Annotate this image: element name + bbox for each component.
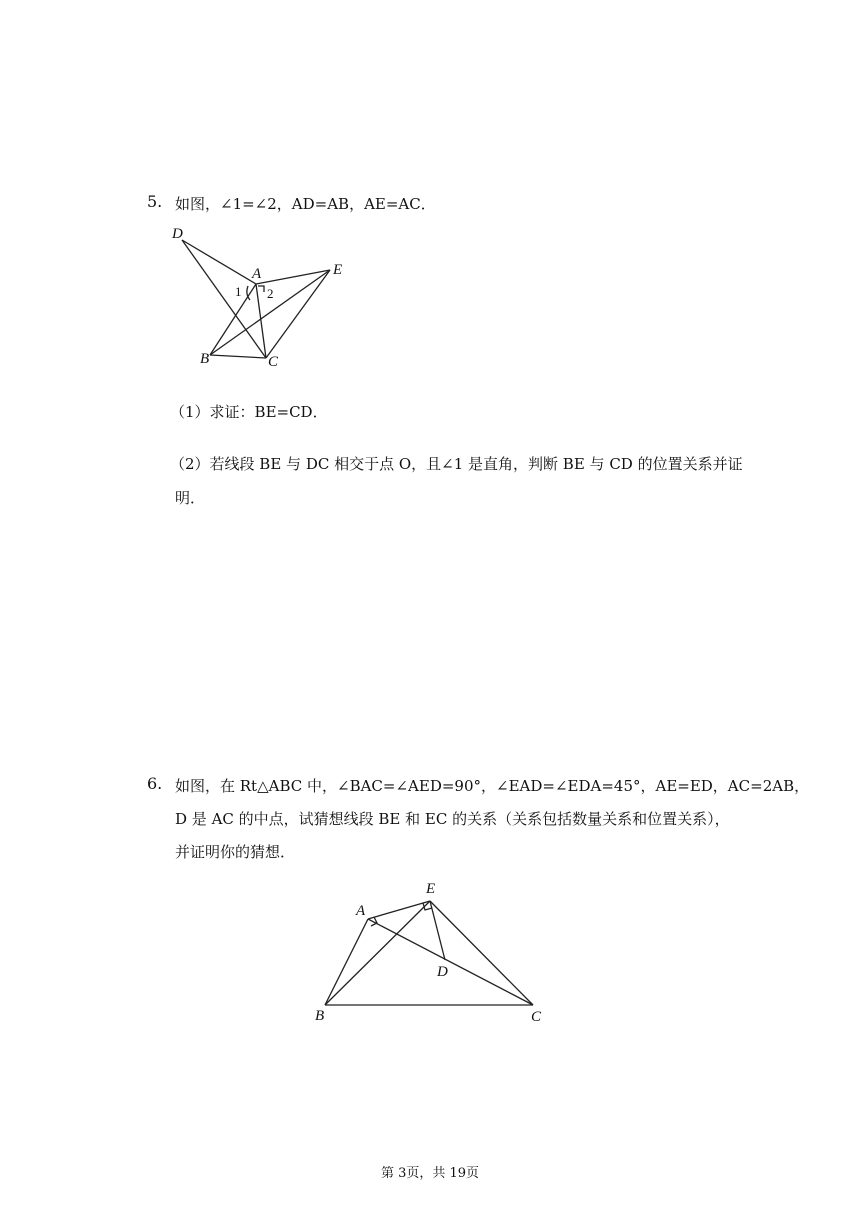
fig5-angle-2: 2 — [267, 286, 274, 301]
question-5-figure — [170, 222, 350, 372]
fig5-label-D: D — [172, 226, 183, 242]
fig5-label-C: C — [268, 354, 279, 370]
question-6-line-2: D 是 AC 的中点，试猜想线段 BE 和 EC 的关系（关系包括数量关系和位置关系）， — [175, 810, 730, 828]
question-6-line-1: 如图，在 Rt△ABC 中，∠BAC=∠AED=90°，∠EAD=∠EDA=45°，AE=ED，AC=2AB， — [175, 777, 810, 795]
question-5-part-1: （1）求证：BE=CD． — [170, 403, 328, 421]
question-6-line-3: 并证明你的猜想． — [175, 843, 296, 861]
question-5-part-2-line-1: （2）若线段 BE 与 DC 相交于点 O，且∠1 是直角，判断 BE 与 CD 的位置关系并证 — [170, 455, 743, 473]
page-footer: 第 3页，共 19页 — [380, 1166, 480, 1181]
question-6-number: 6. — [147, 774, 163, 793]
fig6-label-A: A — [356, 903, 366, 919]
fig6-label-E: E — [426, 881, 436, 897]
question-5-number: 5. — [147, 192, 163, 211]
fig5-label-A: A — [252, 266, 262, 282]
fig5-label-E: E — [333, 262, 343, 278]
fig6-label-D: D — [437, 964, 448, 980]
question-5-stem: 如图，∠1=∠2，AD=AB，AE=AC． — [175, 195, 436, 213]
fig6-label-B: B — [315, 1008, 325, 1024]
fig5-label-B: B — [200, 351, 210, 367]
fig5-angle-1: 1 — [235, 284, 242, 299]
question-5-part-2-line-2: 明． — [175, 489, 206, 507]
question-6-figure — [305, 875, 560, 1025]
fig6-label-C: C — [531, 1009, 542, 1025]
